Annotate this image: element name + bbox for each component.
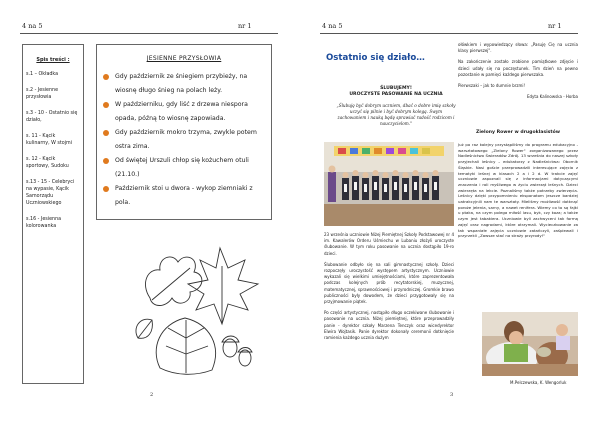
subtitle-line: ŚLUBUJEMY! xyxy=(380,86,412,91)
column-2 xyxy=(458,42,578,108)
toc-item: s.16 - Jesienna kolorowanka xyxy=(26,217,62,229)
table-of-contents xyxy=(22,44,84,384)
proverbs-box xyxy=(96,44,272,220)
bullet-icon xyxy=(103,102,109,108)
toc-title: Spis treści : xyxy=(36,57,70,63)
proverb-item xyxy=(103,98,265,126)
proverbs-title: JESIENNE PRZYSŁOWIA xyxy=(146,55,222,62)
paragraph: 23 września uczniowie Niżej Piemiętnej Szkoły Podstawowej nr 4 im. Kawalerów Orderu Uśmiechu w Lubaniu złożyli uroczyste ślubowanie. W tym roku pasowanie na ucznia dostąpiło 19-ro dzieci. xyxy=(324,232,454,256)
proverb-item xyxy=(103,182,265,210)
page-number: 2 xyxy=(150,392,154,398)
paragraph: Pierwszaki – jak to dumnie brzmi! xyxy=(458,83,526,89)
paragraph: Na zakończenie zostało zrobione pamiątkowe zdjęcie i dzieci udały się na poczęstunek. Tim dzień na pewno pozostanie w pamięci każdego pierwszaka. xyxy=(458,59,578,77)
toc-item: s.1 – Okładka xyxy=(26,72,59,77)
proverb-item xyxy=(103,126,265,154)
column-1 xyxy=(324,232,454,341)
bullet-icon xyxy=(103,158,109,164)
proverb-text: W październiku, gdy liść z drzewa niespora opada, późną to wiosnę zapowiada. xyxy=(115,101,248,122)
autumn-leaves-coloring-icon xyxy=(130,228,270,378)
header-rule xyxy=(320,33,578,34)
paragraph: Ślubowanie odbyło się na sali gimnastycznej szkoły. Dzieci rozpoczęły uroczystość występem artystycznym. Uczniowie wykazali się wielkimi umiejętnościami, które zaprezentowała podczas kolejnych prób recytatorskiej, muzycznej, matematycznej, sprawnościowej i przyrodniczej. Gromkie brawo publiczności były dowodem, że dzieci przygotowały się na przyjmowanie piątek. xyxy=(324,261,454,305)
toc-item: s. 12 - Kącik sportowy, Sudoku xyxy=(26,157,69,169)
header-rule xyxy=(20,33,278,34)
article-title: Ostatnio się działo… xyxy=(326,53,425,63)
header-right: nr 1 xyxy=(238,22,252,30)
header-right: nr 1 xyxy=(548,22,562,30)
toc-item: s.3 - 10 - Ostatnio się działo, xyxy=(26,111,78,123)
photo-signature: M.Pelczewska, K. Wengorluk xyxy=(510,380,567,385)
page-number: 3 xyxy=(450,392,454,398)
section-subheading: Zielony Rower w drugoklasistów xyxy=(475,130,560,135)
proverb-text: Gdy październik mokro trzyma, zwykle potem ostra zima. xyxy=(115,129,257,150)
header-left: 4 na 5 xyxy=(322,22,343,30)
bullet-icon xyxy=(103,186,109,192)
toc-item: s.2 - Jesienne przysłowia xyxy=(26,88,59,100)
proverb-item xyxy=(103,154,265,182)
toc-item: s. 11 - Kącik kulinarny, W stojmi xyxy=(26,134,73,146)
column-2-article: Już po raz kolejny przystąpiliśmy do programu edukacyjno - warsztatowego „Zielony Rower" zorganizowanego przez Nadleśnictwo Świeradów Zdrój. 13 września do naszej szkoły przyjechali leśnicy – edukatorzy z Nadleśnictwa: Obornik Śląskie. Nasi goście przeprowadzili interesujące zajęcia z tematyki leśnej w klasach 2 a i 2 d. W trakcie zajęć uczniowie zapoznali się z informacjami dotyczącymi znaczenia i roli myśliwego w życiu zwierząt leśnych. Dzieci zwierzęta na lekcie. Poznaliśmy także potrzeby zwierzęcia. Leśnicy dzięki przypomnieniu eksponatom jeszcze bardziej uatrakcyjnili nam te warsztaty. Mieliśmy możliwość dotknąć poroże jelenia, sarny, a nawet renifera. Wiemy co to są fajki u ptaka, na czym polega miłość lasu, byk, czy koza; a także czym jest tabakiera. Uczniowie byli zachwyceni tak formą zajęć oraz nagrodami, które otrzymali. Wycieczkowanie za tak wspaniałe zajęcia uczniowie zatańczyli, zaśpiewali i przyrzekli „Zawsze stać na straży przyrody!" xyxy=(458,142,578,239)
paragraph: ołówkiem i wypowiedzący słowa: „Pasuję Cię na ucznia klasy pierwszej". xyxy=(458,42,578,54)
paragraph: Po części artystycznej, nastąpiło długo oczekiwane ślubowanie i pasowanie na ucznia. Niżej piemiętnej, które przeprowadziły panie - dyrektor szkoły Marzena Tenczyk oraz wicedyrektor Elwira Wojtasik. Panie dyrektor dokonały ceremonii dotknięcie ramienia każdego ucznia dużym xyxy=(324,310,454,341)
pledge-quote: „Ślubuję być dobrym uczniem, dbać o dobre imię szkoły uczyć się pilnie i być dobrym kolegą. Swym zachowaniem i nauką będę sprawiać radość rodzicom i nauczycielom." xyxy=(336,103,456,126)
signature: Edyta Kalinowska - Horba xyxy=(526,94,578,100)
subtitle-line: UROCZYSTE PASOWANIE NA UCZNIA xyxy=(349,92,443,97)
proverb-item xyxy=(103,70,265,98)
article-subtitle xyxy=(340,86,452,98)
bullet-icon xyxy=(103,74,109,80)
class-photo xyxy=(324,142,454,226)
header-left: 4 na 5 xyxy=(22,22,43,30)
proverb-text: Październik stoi u dwora - wykop ziemniaki z pola. xyxy=(115,185,253,206)
workshop-photo xyxy=(482,312,578,376)
proverb-text: Gdy październik ze śniegiem przybieży, na wiosnę długo śnieg na polach leży. xyxy=(115,73,248,94)
proverb-text: Od świętej Urszuli chłop się kożuchem otuli (21.10.) xyxy=(115,157,249,178)
toc-item: s.13 - 15 - Celebryci na wypasie, Kącik Samorządu Uczniowskiego xyxy=(26,180,75,206)
bullet-icon xyxy=(103,130,109,136)
